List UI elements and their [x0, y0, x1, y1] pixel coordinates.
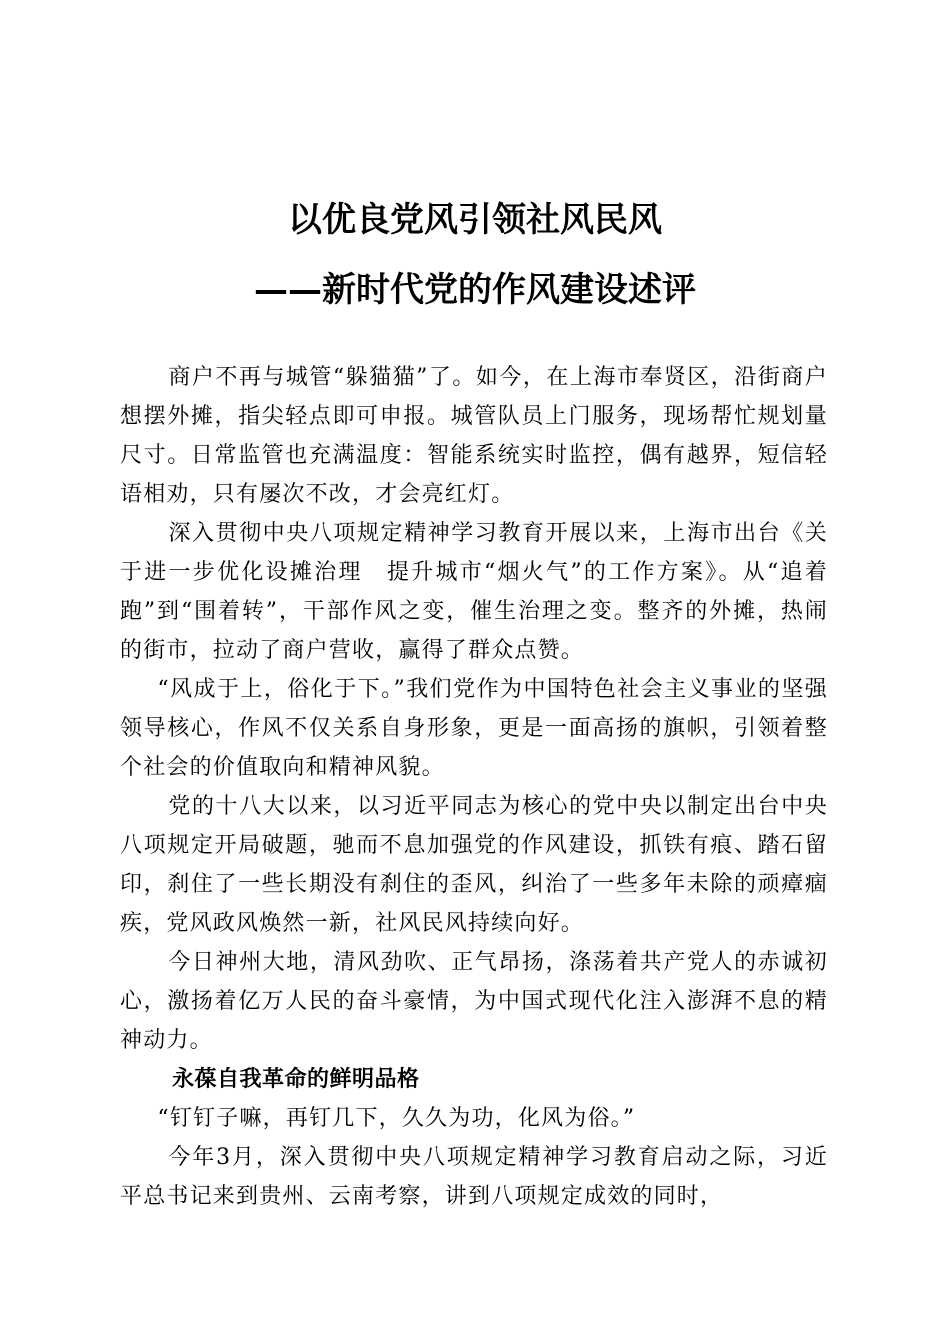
section-heading: 永葆自我革命的鲜明品格 [172, 1067, 420, 1092]
page-subtitle: ——新时代党的作风建设述评 [254, 270, 696, 310]
paragraph-5: 今日神州大地，清风劲吹、正气昂扬，涤荡着共产党人的赤诚初心，激扬着亿万人民的奋斗豪情，为中国式现代化注入澎湃不息的精神动力。 [120, 950, 828, 1053]
quote-paragraph: “钉钉子嘛，再钉几下，久久为功，化风为俗。” [157, 1106, 636, 1131]
article-body [120, 358, 828, 1216]
paragraph-3: “风成于上，俗化于下。”我们党作为中国特色社会主义事业的坚强领导核心，作风不仅关系自身形象，更是一面高扬的旗帜，引领着整个社会的价值取向和精神风貌。 [120, 677, 828, 780]
paragraph-4: 党的十八大以来，以习近平同志为核心的党中央以制定出台中央八项规定开局破题，驰而不息加强党的作风建设，抓铁有痕、踏石留印，刹住了一些长期没有刹住的歪风，纠治了一些多年未除的顽瘴痼疾，党风政风焕然一新，社风民风持续向好。 [120, 794, 828, 936]
page-title: 以优良党风引领社风民风 [288, 200, 662, 240]
paragraph-1: 商户不再与城管“躲猫猫”了。如今，在上海市奉贤区，沿街商户想摆外摊，指尖轻点即可申报。城管队员上门服务，现场帮忙规划量尺寸。日常监管也充满温度：智能系统实时监控，偶有越界，短信轻语相劝，只有屡次不改，才会亮红灯。 [120, 365, 828, 507]
paragraph-2: 深入贯彻中央八项规定精神学习教育开展以来，上海市出台《关于进一步优化设摊治理 提升城市“烟火气”的工作方案》。从“追着跑”到“围着转”，干部作风之变，催生治理之变。整齐的外摊，热闹的街市，拉动了商户营收，赢得了群众点赞。 [120, 521, 828, 663]
paragraph-6: 今年3月，深入贯彻中央八项规定精神学习教育启动之际，习近平总书记来到贵州、云南考察，讲到八项规定成效的同时， [120, 1145, 828, 1209]
